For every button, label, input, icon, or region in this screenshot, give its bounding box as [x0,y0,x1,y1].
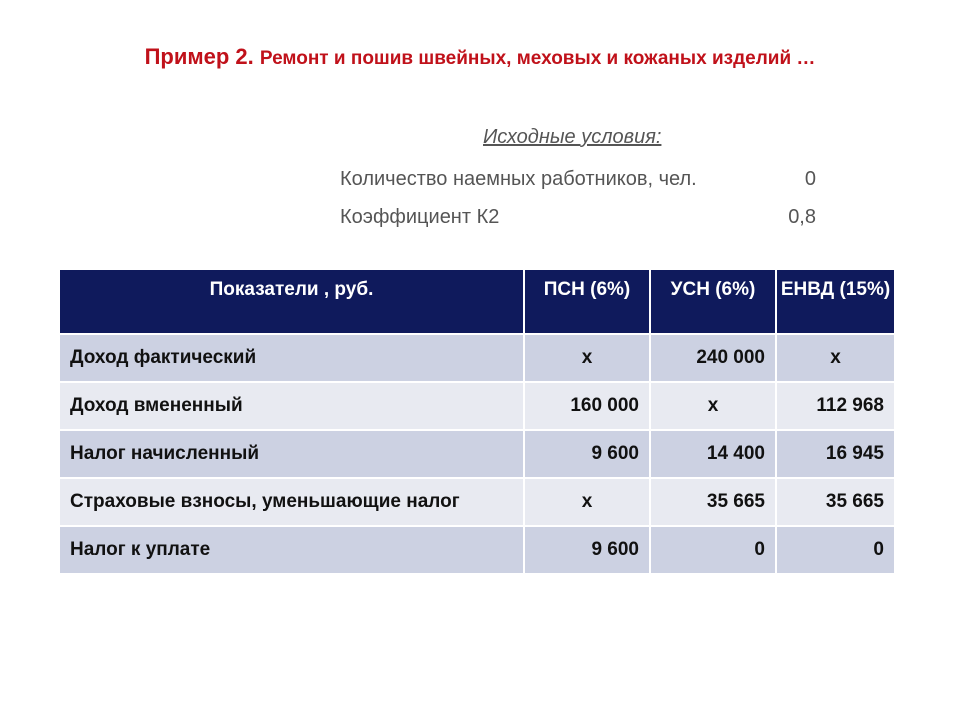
cell-psn: 9 600 [524,430,650,478]
condition-value: 0,8 [788,206,816,228]
table-row [60,382,894,430]
cell-psn: x [524,478,650,526]
cell-usn: x [650,382,776,430]
condition-value: 0 [804,168,816,190]
header-psn: ПСН (6%) [524,270,650,334]
row-label: Доход фактический [60,334,524,382]
table-header-row [60,270,894,334]
cell-envd: 0 [776,526,894,573]
cell-usn: 240 000 [650,334,776,382]
condition-row-employees [340,168,816,191]
table-row [60,526,894,573]
slide-title-lead: Пример 2. [144,44,254,69]
cell-usn: 0 [650,526,776,573]
condition-label: Количество наемных работников, чел. [340,168,697,190]
cell-envd: 112 968 [776,382,894,430]
row-label: Страховые взносы, уменьшающие налог [60,478,524,526]
cell-envd: 35 665 [776,478,894,526]
row-label: Доход вмененный [60,382,524,430]
table-row [60,430,894,478]
tax-comparison-table [60,270,894,573]
row-label: Налог начисленный [60,430,524,478]
row-label: Налог к уплате [60,526,524,573]
slide-title-rest: Ремонт и пошив швейных, меховых и кожаных изделий … [259,48,816,69]
conditions-heading: Исходные условия: [483,126,662,148]
header-usn: УСН (6%) [650,270,776,334]
cell-usn: 35 665 [650,478,776,526]
cell-envd: x [776,334,894,382]
cell-psn: 9 600 [524,526,650,573]
cell-envd: 16 945 [776,430,894,478]
cell-psn: 160 000 [524,382,650,430]
table-row [60,478,894,526]
header-envd: ЕНВД (15%) [776,270,894,334]
slide-title [0,44,960,70]
cell-psn: x [524,334,650,382]
condition-row-k2 [340,206,816,229]
table-row [60,334,894,382]
header-indicators: Показатели , руб. [60,270,524,334]
cell-usn: 14 400 [650,430,776,478]
condition-label: Коэффициент К2 [340,206,500,228]
